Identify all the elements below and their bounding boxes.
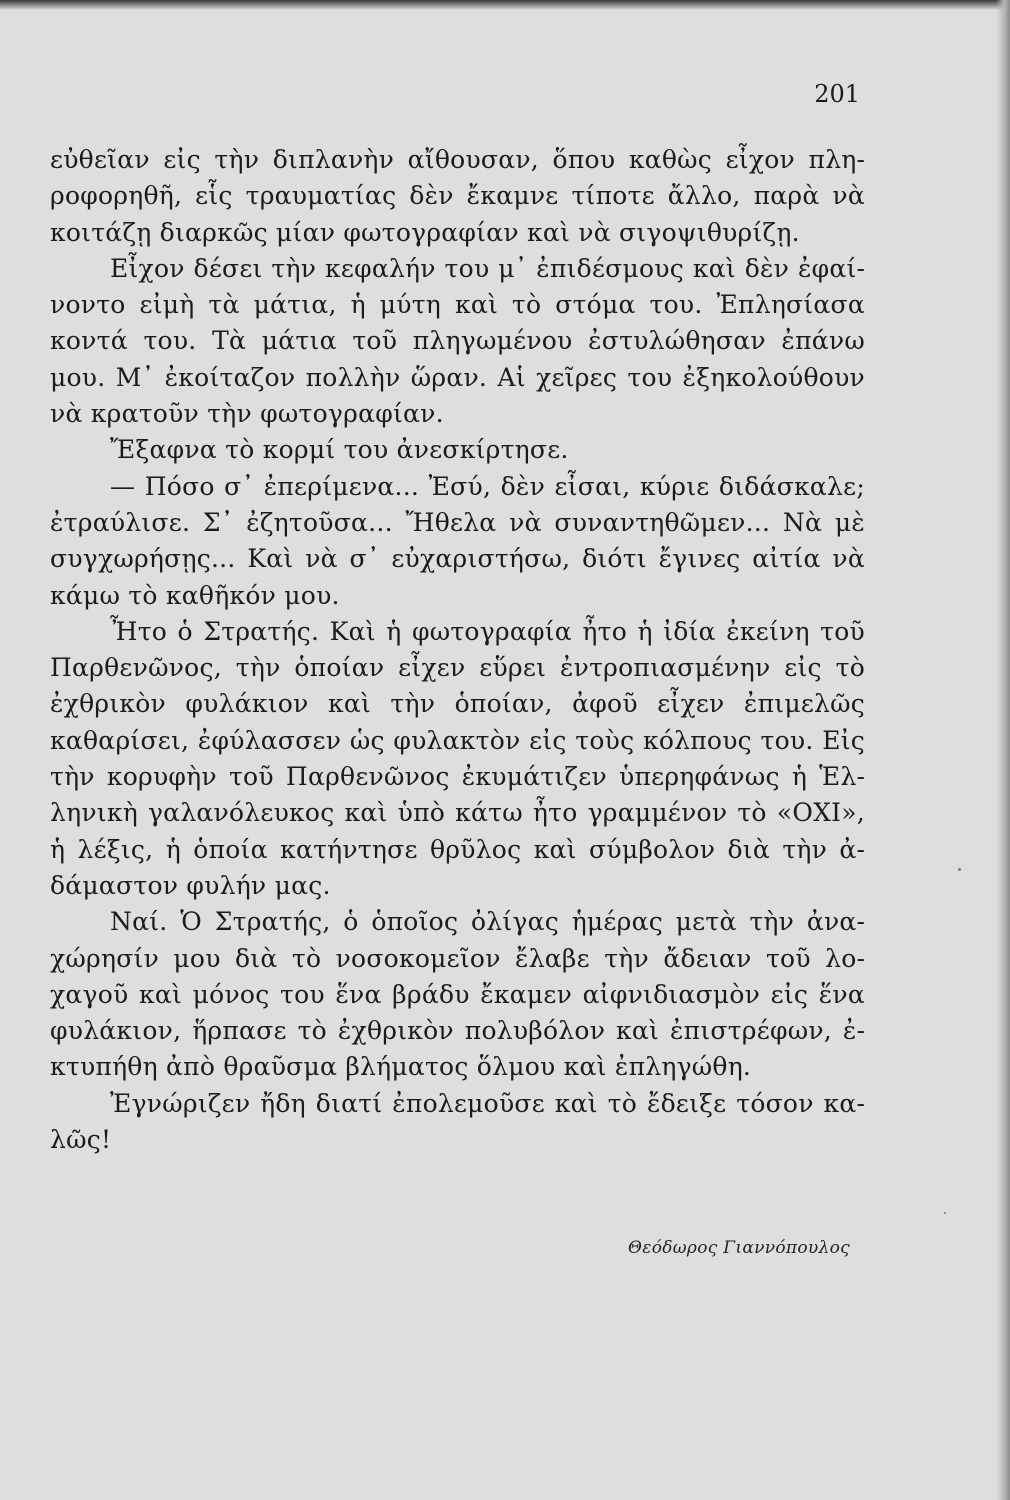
paper-speck	[958, 868, 961, 871]
paragraph-7: Ἐγνώριζεν ἤδη διατί ἐπολεμοῦσε καὶ τὸ ἔδειξε τόσον καλῶς!	[50, 1088, 865, 1155]
body-text	[50, 142, 865, 1158]
scan-right-edge	[996, 0, 1010, 1500]
scan-top-shadow	[0, 0, 1010, 10]
paragraph-6: Ναί. Ὁ Στρατής, ὁ ὁποῖος ὀλίγας ἡμέρας μετὰ τὴν ἀναχώρησίν μου διὰ τὸ νοσοκομεῖον ἔλαβε τὴν ἄδειαν τοῦ λοχαγοῦ καὶ μόνος του ἕνα βράδυ ἔκαμεν αἰφνιδιασμὸν εἰς ἕνα φυλάκιον, ἥρπασε τὸ ἐχθρικὸν πολυβόλον καὶ ἐπιστρέφων, ἐκτυπήθη ἀπὸ θραῦσμα βλήματος ὅλμου καὶ ἐπληγώθη.	[50, 907, 865, 1082]
paragraph-4: — Πόσο σ᾿ ἐπερίμενα... Ἐσύ, δὲν εἶσαι, κύριε διδάσκαλε; ἐτραύλισε. Σ᾿ ἐζητοῦσα... Ἤθελα νὰ συναντηθῶμεν... Νὰ μὲ συγχωρήσῃς... Καὶ νὰ σ᾿ εὐχαριστήσω, διότι ἔγινες αἰτία νὰ κάμω τὸ καθῆκόν μου.	[50, 471, 865, 610]
paragraph-2: Εἶχον δέσει τὴν κεφαλήν του μ᾿ ἐπιδέσμους καὶ δὲν ἐφαίνοντο εἰμὴ τὰ μάτια, ἡ μύτη καὶ τὸ στόμα του. Ἐπλησίασα κοντά του. Τὰ μάτια τοῦ πληγωμένου ἐστυλώθησαν ἐπάνω μου. Μ᾿ ἐκοίταζον πολλὴν ὥραν. Αἱ χεῖρες του ἐξηκολούθουν νὰ κρατοῦν τὴν φωτογραφίαν.	[50, 253, 865, 429]
paragraph-3: Ἔξαφνα τὸ κορμί του ἀνεσκίρτησε.	[110, 435, 569, 465]
author-signature: Θεόδωρος Γιαννόπουλος	[628, 1238, 850, 1258]
paper-speck	[944, 1212, 946, 1214]
paragraph-5: Ἦτο ὁ Στρατής. Καὶ ἡ φωτογραφία ἦτο ἡ ἰδία ἐκείνη τοῦ Παρθενῶνος, τὴν ὁποίαν εἶχεν εὕρει ἐντροπιασμένην εἰς τὸ ἐχθρικὸν φυλάκιον καὶ τὴν ὁποίαν, ἀφοῦ εἶχεν ἐπιμελῶς καθαρίσει, ἐφύλασσεν ὡς φυλακτὸν εἰς τοὺς κόλπους του. Εἰς τὴν κορυφὴν τοῦ Παρθενῶνος ἐκυμάτιζεν ὑπερηφάνως ἡ Ἑλληνικὴ γαλανόλευκος καὶ ὑπὸ κάτω ἦτο γραμμένον τὸ «ΟΧΙ», ἡ λέξις, ἡ ὁποία κατήντησε θρῦλος καὶ σύμβολον διὰ τὴν ἀδάμαστον φυλήν μας.	[50, 616, 865, 900]
paragraph-1: εὐθεῖαν εἰς τὴν διπλανὴν αἴθουσαν, ὅπου καθὼς εἶχον πληροφορηθῆ, εἷς τραυματίας δὲν ἔκαμνε τίποτε ἄλλο, παρὰ νὰ κοιτάζῃ διαρκῶς μίαν φωτογραφίαν καὶ νὰ σιγοψιθυρίζῃ.	[50, 145, 865, 247]
page-number: 201	[814, 80, 860, 108]
